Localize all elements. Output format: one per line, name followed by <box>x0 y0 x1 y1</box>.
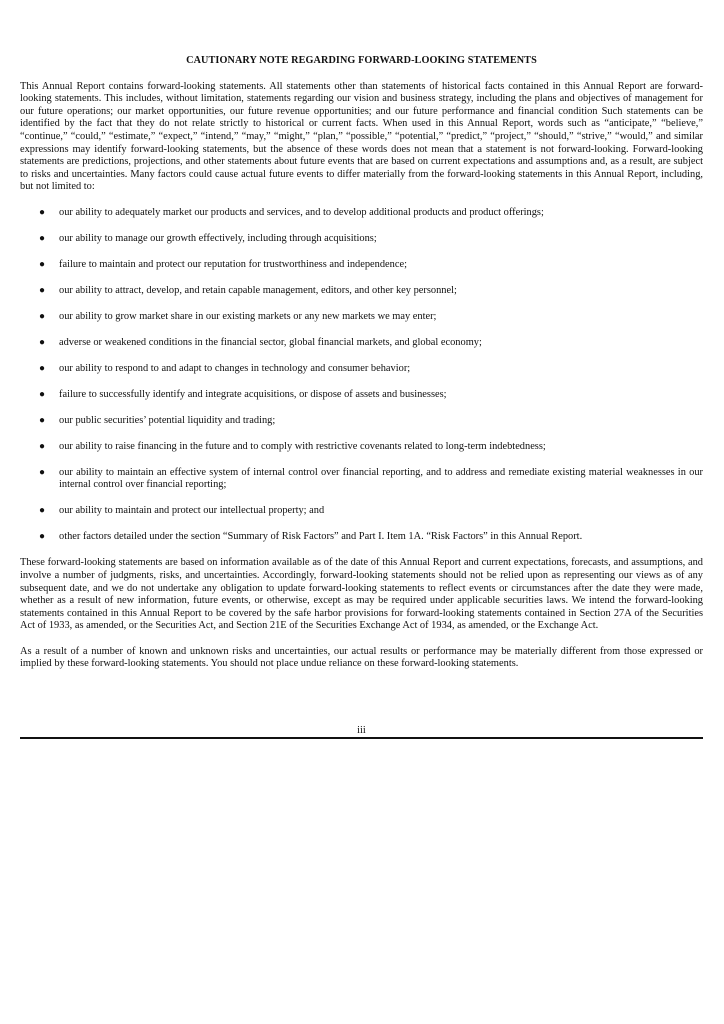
list-item <box>20 337 703 350</box>
list-item-text: our ability to maintain an effective system of internal control over financial reporting, and to address and remediate existing material weaknesses in our internal control over financial reporting; <box>59 466 703 491</box>
risk-factor-list <box>20 207 703 544</box>
bullet-icon: ● <box>39 232 46 244</box>
list-item-text: our ability to raise financing in the future and to comply with restrictive covenants related to long-term indebtedness; <box>59 440 546 452</box>
bullet-icon: ● <box>39 414 46 426</box>
list-item-text: failure to successfully identify and integrate acquisitions, or dispose of assets and businesses; <box>59 388 447 400</box>
list-item-text: failure to maintain and protect our reputation for trustworthiness and independence; <box>59 258 407 270</box>
document-page <box>20 55 703 684</box>
list-item <box>20 207 703 220</box>
list-item <box>20 363 703 376</box>
list-item <box>20 311 703 324</box>
bullet-icon: ● <box>39 284 46 296</box>
page-number: iii <box>357 725 366 736</box>
footer-divider <box>20 737 703 739</box>
list-item <box>20 415 703 428</box>
list-item <box>20 505 703 518</box>
list-item-text: our ability to manage our growth effectively, including through acquisitions; <box>59 232 377 244</box>
list-item-text: adverse or weakened conditions in the financial sector, global financial markets, and global economy; <box>59 336 482 348</box>
list-item <box>20 233 703 246</box>
bullet-icon: ● <box>39 258 46 270</box>
list-item <box>20 441 703 454</box>
bullet-icon: ● <box>39 531 46 543</box>
list-item <box>20 467 703 492</box>
page-title: CAUTIONARY NOTE REGARDING FORWARD-LOOKING STATEMENTS <box>186 55 537 66</box>
intro-paragraph: This Annual Report contains forward-looking statements. All statements other than statements of historical facts contained in this Annual Report are forward-looking statements. This includes, without limitation, statements regarding our vision and business strategy, including the plans and objectives of management for our future operations; our market opportunities, our future revenue opportunities; and our future performance and financial condition Such statements can be identified by the fact that they do not relate strictly to historical or current facts. When used in this Annual Report, words such as “anticipate,” “believe,” “continue,” “could,” “estimate,” “expect,” “intend,” “may,” “might,” “plan,” “possible,” “potential,” “predict,” “project,” “should,” “strive,” “would,” and similar expressions may identify forward-looking statements, but the absence of these words does not mean that a statement is not forward-looking. Forward-looking statements are predictions, projections, and other statements about future events that are based on current expectations and assumptions and, as a result, are subject to risks and uncertainties. Many factors could cause actual future events to differ materially from the forward-looking statements in this Annual Report, including, but not limited to: <box>20 80 703 193</box>
bullet-icon: ● <box>39 388 46 400</box>
list-item <box>20 389 703 402</box>
list-item-text: our ability to grow market share in our existing markets or any new markets we may enter; <box>59 310 437 322</box>
bullet-icon: ● <box>39 336 46 348</box>
list-item-text: our ability to maintain and protect our intellectual property; and <box>59 505 325 517</box>
list-item <box>20 259 703 272</box>
bullet-icon: ● <box>39 505 46 517</box>
bullet-icon: ● <box>39 362 46 374</box>
list-item-text: our ability to adequately market our products and services, and to develop additional products and product offerings; <box>59 206 544 218</box>
list-item-text: our ability to attract, develop, and retain capable management, editors, and other key personnel; <box>59 284 457 296</box>
list-item <box>20 285 703 298</box>
list-item-text: other factors detailed under the section “Summary of Risk Factors” and Part I. Item 1A. “Risk Factors” in this Annual Report. <box>59 531 583 543</box>
bullet-icon: ● <box>39 206 46 218</box>
list-item-text: our public securities’ potential liquidity and trading; <box>59 414 276 426</box>
body-paragraph-3: As a result of a number of known and unknown risks and uncertainties, our actual results or performance may be materially different from those expressed or implied by these forward-looking statements. You should not place undue reliance on these forward-looking statements. <box>20 645 703 670</box>
bullet-icon: ● <box>39 440 46 452</box>
bullet-icon: ● <box>39 310 46 322</box>
list-item-text: our ability to respond to and adapt to changes in technology and consumer behavior; <box>59 362 411 374</box>
list-item <box>20 531 703 544</box>
bullet-icon: ● <box>39 466 46 478</box>
body-paragraph-2: These forward-looking statements are based on information available as of the date of this Annual Report and current expectations, forecasts, and assumptions, and involve a number of judgments, risks, and uncertainties. Accordingly, forward-looking statements should not be relied upon as representing our views as of any subsequent date, and we do not undertake any obligation to update forward-looking statements to reflect events or circumstances after the date they were made, whether as a result of new information, future events, or otherwise, except as may be required under applicable securities laws. We intend the forward-looking statements contained in this Annual Report to be covered by the safe harbor provisions for forward-looking statements contained in Section 27A of the Securities Act of 1933, as amended, or the Securities Act, and Section 21E of the Securities Exchange Act of 1934, as amended, or the Exchange Act. <box>20 557 703 632</box>
